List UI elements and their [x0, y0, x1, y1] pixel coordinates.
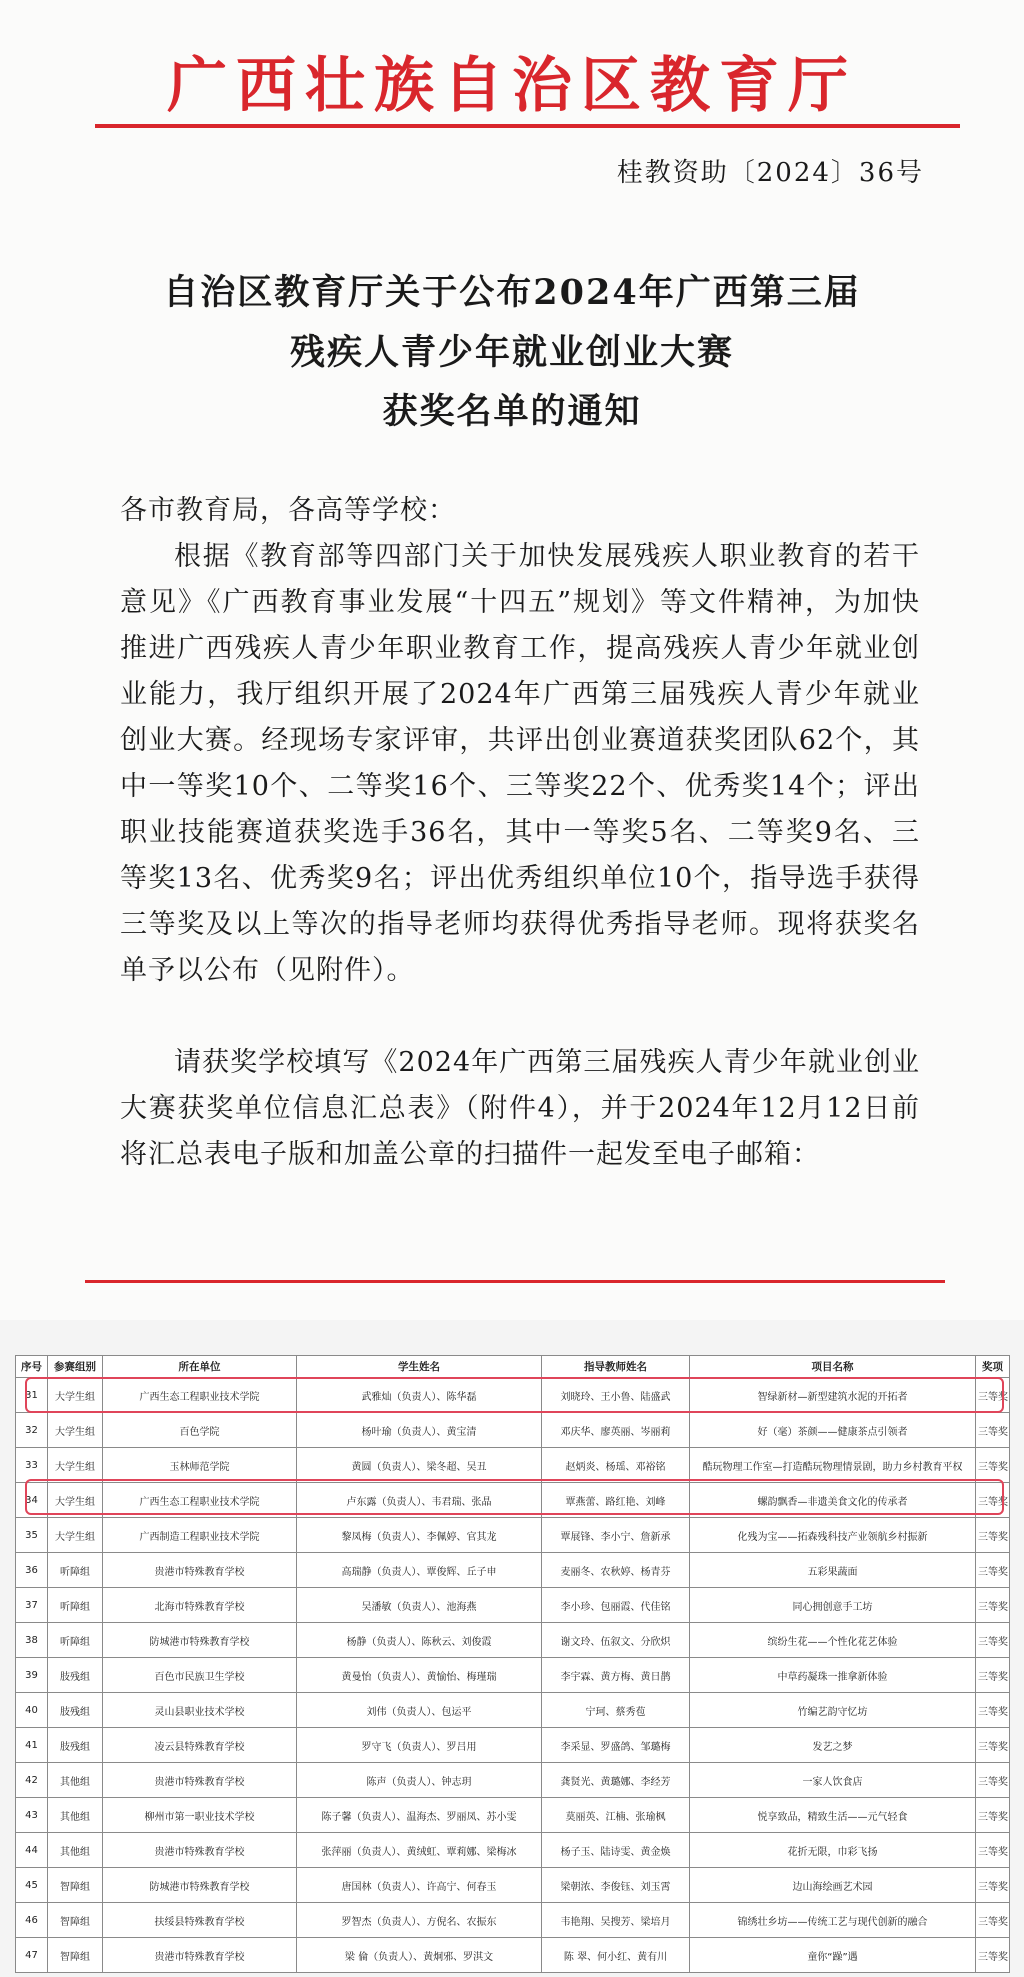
table-cell: 武雅灿（负责人）、陈华磊 [297, 1378, 542, 1413]
table-row [16, 1693, 1010, 1728]
table-cell: 邓庆华、廖英丽、岑丽莉 [542, 1413, 690, 1448]
table-cell: 竹编艺韵守忆坊 [690, 1693, 976, 1728]
table-cell: 46 [16, 1903, 48, 1938]
table-cell: 杨叶瑜（负责人）、黄宝清 [297, 1413, 542, 1448]
red-rule-bottom [85, 1280, 945, 1283]
table-cell: 其他组 [48, 1798, 103, 1833]
table-cell: 龚贤光、黄璐娜、李经芳 [542, 1763, 690, 1798]
table-cell: 听障组 [48, 1553, 103, 1588]
table-row [16, 1378, 1010, 1413]
table-cell: 三等奖 [976, 1833, 1010, 1868]
table-cell: 大学生组 [48, 1483, 103, 1518]
table-cell: 好（毫）茶颜——健康茶点引领者 [690, 1413, 976, 1448]
table-cell: 高瑞静（负责人）、覃俊辉、丘子申 [297, 1553, 542, 1588]
table-cell: 三等奖 [976, 1868, 1010, 1903]
header-cell: 指导教师姓名 [542, 1356, 690, 1378]
table-cell: 45 [16, 1868, 48, 1903]
table-cell: 罗智杰（负责人）、方倪名、农振东 [297, 1903, 542, 1938]
title-line-1: 自治区教育厅关于公布2024年广西第三届 [163, 272, 861, 313]
table-cell: 三等奖 [976, 1413, 1010, 1448]
table-cell: 智绿新材—新型建筑水泥的开拓者 [690, 1378, 976, 1413]
table-cell: 38 [16, 1623, 48, 1658]
table-cell: 防城港市特殊教育学校 [103, 1623, 297, 1658]
table-cell: 广西制造工程职业技术学院 [103, 1518, 297, 1553]
table-cell: 三等奖 [976, 1938, 1010, 1973]
table-row [16, 1798, 1010, 1833]
table-cell: 42 [16, 1763, 48, 1798]
table-body [16, 1378, 1010, 1973]
table-cell: 44 [16, 1833, 48, 1868]
table-row [16, 1448, 1010, 1483]
table-cell: 柳州市第一职业技术学校 [103, 1798, 297, 1833]
table-cell: 宁珂、蔡秀苞 [542, 1693, 690, 1728]
table-cell: 五彩果蔬面 [690, 1553, 976, 1588]
table-cell: 41 [16, 1728, 48, 1763]
table-cell: 三等奖 [976, 1623, 1010, 1658]
table-cell: 三等奖 [976, 1378, 1010, 1413]
table-cell: 梁 倫（负责人）、黄炯邪、罗淇文 [297, 1938, 542, 1973]
document-number: 桂教资助〔2024〕36号 [616, 158, 924, 188]
red-rule-top [95, 124, 960, 128]
table-cell: 47 [16, 1938, 48, 1973]
table-cell: 发艺之梦 [690, 1728, 976, 1763]
table-cell: 广西生态工程职业技术学院 [103, 1483, 297, 1518]
table-cell: 39 [16, 1658, 48, 1693]
header-cell: 序号 [16, 1356, 48, 1378]
table-cell: 三等奖 [976, 1448, 1010, 1483]
table-cell: 大学生组 [48, 1413, 103, 1448]
table-cell: 李采显、罗盛鸽、邹璐梅 [542, 1728, 690, 1763]
table-row [16, 1483, 1010, 1518]
table-cell: 李宇霖、黄方梅、黄日鹊 [542, 1658, 690, 1693]
table-cell: 悦享致品，精致生活——元气轻食 [690, 1798, 976, 1833]
table-cell: 杨子玉、陆诗雯、黄金焕 [542, 1833, 690, 1868]
table-row [16, 1553, 1010, 1588]
table-cell: 李小珍、包丽霞、代佳铭 [542, 1588, 690, 1623]
table-cell: 智障组 [48, 1868, 103, 1903]
table-cell: 百色学院 [103, 1413, 297, 1448]
table-cell: 智障组 [48, 1903, 103, 1938]
table-row [16, 1413, 1010, 1448]
header-cell: 参赛组别 [48, 1356, 103, 1378]
body-paragraph-1: 根据《教育部等四部门关于加快发展残疾人职业教育的若干意见》《广西教育事业发展“十四五”规划》等文件精神，为加快推进广西残疾人青少年职业教育工作，提高残疾人青少年就业创业能力，我厅组织开展了2024年广西第三届残疾人青少年就业创业大赛。经现场专家评审，共评出创业赛道获奖团队62个，其中一等奖10个、二等奖16个、三等奖22个、优秀奖14个；评出职业技能赛道获奖选手36名，其中一等奖5名、二等奖9名、三等奖13名、优秀奖9名；评出优秀组织单位10个，指导选手获得三等奖及以上等次的指导老师均获得优秀指导老师。现将获奖名单予以公布（见附件）。 [120, 541, 920, 986]
body-paragraph-2: 请获奖学校填写《2024年广西第三届残疾人青少年就业创业大赛获奖单位信息汇总表》（附件4），并于2024年12月12日前将汇总表电子版和加盖公章的扫描件一起发至电子邮箱： [120, 1047, 920, 1170]
table-cell: 三等奖 [976, 1728, 1010, 1763]
table-cell: 智障组 [48, 1938, 103, 1973]
table-cell: 三等奖 [976, 1553, 1010, 1588]
table-cell: 三等奖 [976, 1518, 1010, 1553]
table-row [16, 1763, 1010, 1798]
table-cell: 韦艳翔、吴搜芳、梁培月 [542, 1903, 690, 1938]
table-cell: 肢残组 [48, 1693, 103, 1728]
table-cell: 肢残组 [48, 1728, 103, 1763]
table-cell: 缤纷生花——个性化花艺体验 [690, 1623, 976, 1658]
table-cell: 赵炳炎、杨瑶、邓裕铭 [542, 1448, 690, 1483]
table-cell: 覃展锋、李小宁、詹新承 [542, 1518, 690, 1553]
table-cell: 三等奖 [976, 1588, 1010, 1623]
table-row [16, 1833, 1010, 1868]
table-cell: 大学生组 [48, 1378, 103, 1413]
table-cell: 36 [16, 1553, 48, 1588]
header-cell: 项目名称 [690, 1356, 976, 1378]
table-cell: 43 [16, 1798, 48, 1833]
header-cell: 所在单位 [103, 1356, 297, 1378]
table-cell: 黄曼怡（负责人）、黄愉怡、梅瑾瑞 [297, 1658, 542, 1693]
header-cell: 学生姓名 [297, 1356, 542, 1378]
table-header-row [16, 1356, 1010, 1378]
table-row [16, 1868, 1010, 1903]
table-cell: 三等奖 [976, 1763, 1010, 1798]
table-row [16, 1903, 1010, 1938]
table-cell: 梁朝浓、李俊钰、刘玉霄 [542, 1868, 690, 1903]
title-line-2: 残疾人青少年就业创业大赛 [289, 332, 734, 373]
table-cell: 唐国林（负责人）、许高宁、何春玉 [297, 1868, 542, 1903]
table-row [16, 1518, 1010, 1553]
table-cell: 37 [16, 1588, 48, 1623]
table-cell: 刘晓玲、王小鲁、陆盛武 [542, 1378, 690, 1413]
table-cell: 麦丽冬、农秋婷、杨青芬 [542, 1553, 690, 1588]
table-cell: 其他组 [48, 1833, 103, 1868]
table-cell: 陈 翠、何小红、黄有川 [542, 1938, 690, 1973]
table-cell: 谢文玲、伍叙文、分欣炽 [542, 1623, 690, 1658]
table-cell: 33 [16, 1448, 48, 1483]
table-cell: 吴潘敏（负责人）、池海燕 [297, 1588, 542, 1623]
table-cell: 莫丽英、江楠、张瑜枫 [542, 1798, 690, 1833]
table-cell: 童你“躁”遇 [690, 1938, 976, 1973]
table-cell: 听障组 [48, 1623, 103, 1658]
table-cell: 黄圆（负责人）、梁冬超、吴丑 [297, 1448, 542, 1483]
table-cell: 中草药凝珠一推拿新体验 [690, 1658, 976, 1693]
salutation: 各市教育局，各高等学校： [120, 495, 456, 526]
table-cell: 肢残组 [48, 1658, 103, 1693]
table-cell: 三等奖 [976, 1903, 1010, 1938]
table-cell: 灵山县职业技术学校 [103, 1693, 297, 1728]
table-cell: 北海市特殊教育学校 [103, 1588, 297, 1623]
award-table [15, 1355, 1010, 1973]
table-cell: 40 [16, 1693, 48, 1728]
table-cell: 31 [16, 1378, 48, 1413]
table-cell: 贵港市特殊教育学校 [103, 1553, 297, 1588]
table-cell: 覃燕蕾、路红艳、刘峰 [542, 1483, 690, 1518]
table-cell: 边山海绘画艺术园 [690, 1868, 976, 1903]
table-cell: 黎凤梅（负责人）、李佩婷、官其龙 [297, 1518, 542, 1553]
table-cell: 防城港市特殊教育学校 [103, 1868, 297, 1903]
table-cell: 刘伟（负责人）、包运平 [297, 1693, 542, 1728]
table-cell: 陈声（负责人）、钟志玥 [297, 1763, 542, 1798]
table-cell: 锦绣壮乡坊——传统工艺与现代创新的融合 [690, 1903, 976, 1938]
table-cell: 贵港市特殊教育学校 [103, 1938, 297, 1973]
table-cell: 张萍丽（负责人）、黄绒虹、覃莉娜、梁梅冰 [297, 1833, 542, 1868]
table-row [16, 1658, 1010, 1693]
table-cell: 酷玩物理工作室—打造酷玩物理情景剧，助力乡村教育平权 [690, 1448, 976, 1483]
table-cell: 三等奖 [976, 1658, 1010, 1693]
table-cell: 卢东露（负责人）、韦君瑞、张晶 [297, 1483, 542, 1518]
table-cell: 百色市民族卫生学校 [103, 1658, 297, 1693]
table-cell: 三等奖 [976, 1693, 1010, 1728]
table-cell: 大学生组 [48, 1448, 103, 1483]
table-cell: 玉林师范学院 [103, 1448, 297, 1483]
table-cell: 陈子馨（负责人）、温海杰、罗丽凤、苏小雯 [297, 1798, 542, 1833]
table-cell: 扶绥县特殊教育学校 [103, 1903, 297, 1938]
table-cell: 35 [16, 1518, 48, 1553]
table-cell: 罗守飞（负责人）、罗吕用 [297, 1728, 542, 1763]
table-row [16, 1588, 1010, 1623]
table-cell: 螺韵飘香—非遗美食文化的传承者 [690, 1483, 976, 1518]
table-cell: 花折无限，巾彩飞扬 [690, 1833, 976, 1868]
award-table-image [15, 1355, 1009, 1972]
table-cell: 32 [16, 1413, 48, 1448]
table-cell: 听障组 [48, 1588, 103, 1623]
table-cell: 同心拥创意手工坊 [690, 1588, 976, 1623]
table-cell: 凌云县特殊教育学校 [103, 1728, 297, 1763]
masthead: 广西壮族自治区教育厅 [167, 51, 857, 121]
table-cell: 广西生态工程职业技术学院 [103, 1378, 297, 1413]
table-row [16, 1938, 1010, 1973]
table-cell: 大学生组 [48, 1518, 103, 1553]
table-cell: 杨静（负责人）、陈秋云、刘俊霞 [297, 1623, 542, 1658]
table-cell: 贵港市特殊教育学校 [103, 1763, 297, 1798]
table-cell: 三等奖 [976, 1798, 1010, 1833]
table-row [16, 1728, 1010, 1763]
table-cell: 其他组 [48, 1763, 103, 1798]
table-cell: 一家人饮食店 [690, 1763, 976, 1798]
table-cell: 三等奖 [976, 1483, 1010, 1518]
table-row [16, 1623, 1010, 1658]
title-line-3: 获奖名单的通知 [382, 391, 642, 432]
header-cell: 奖项 [976, 1356, 1010, 1378]
table-cell: 贵港市特殊教育学校 [103, 1833, 297, 1868]
table-cell: 34 [16, 1483, 48, 1518]
table-cell: 化残为宝——拓森残科技产业领航乡村振新 [690, 1518, 976, 1553]
